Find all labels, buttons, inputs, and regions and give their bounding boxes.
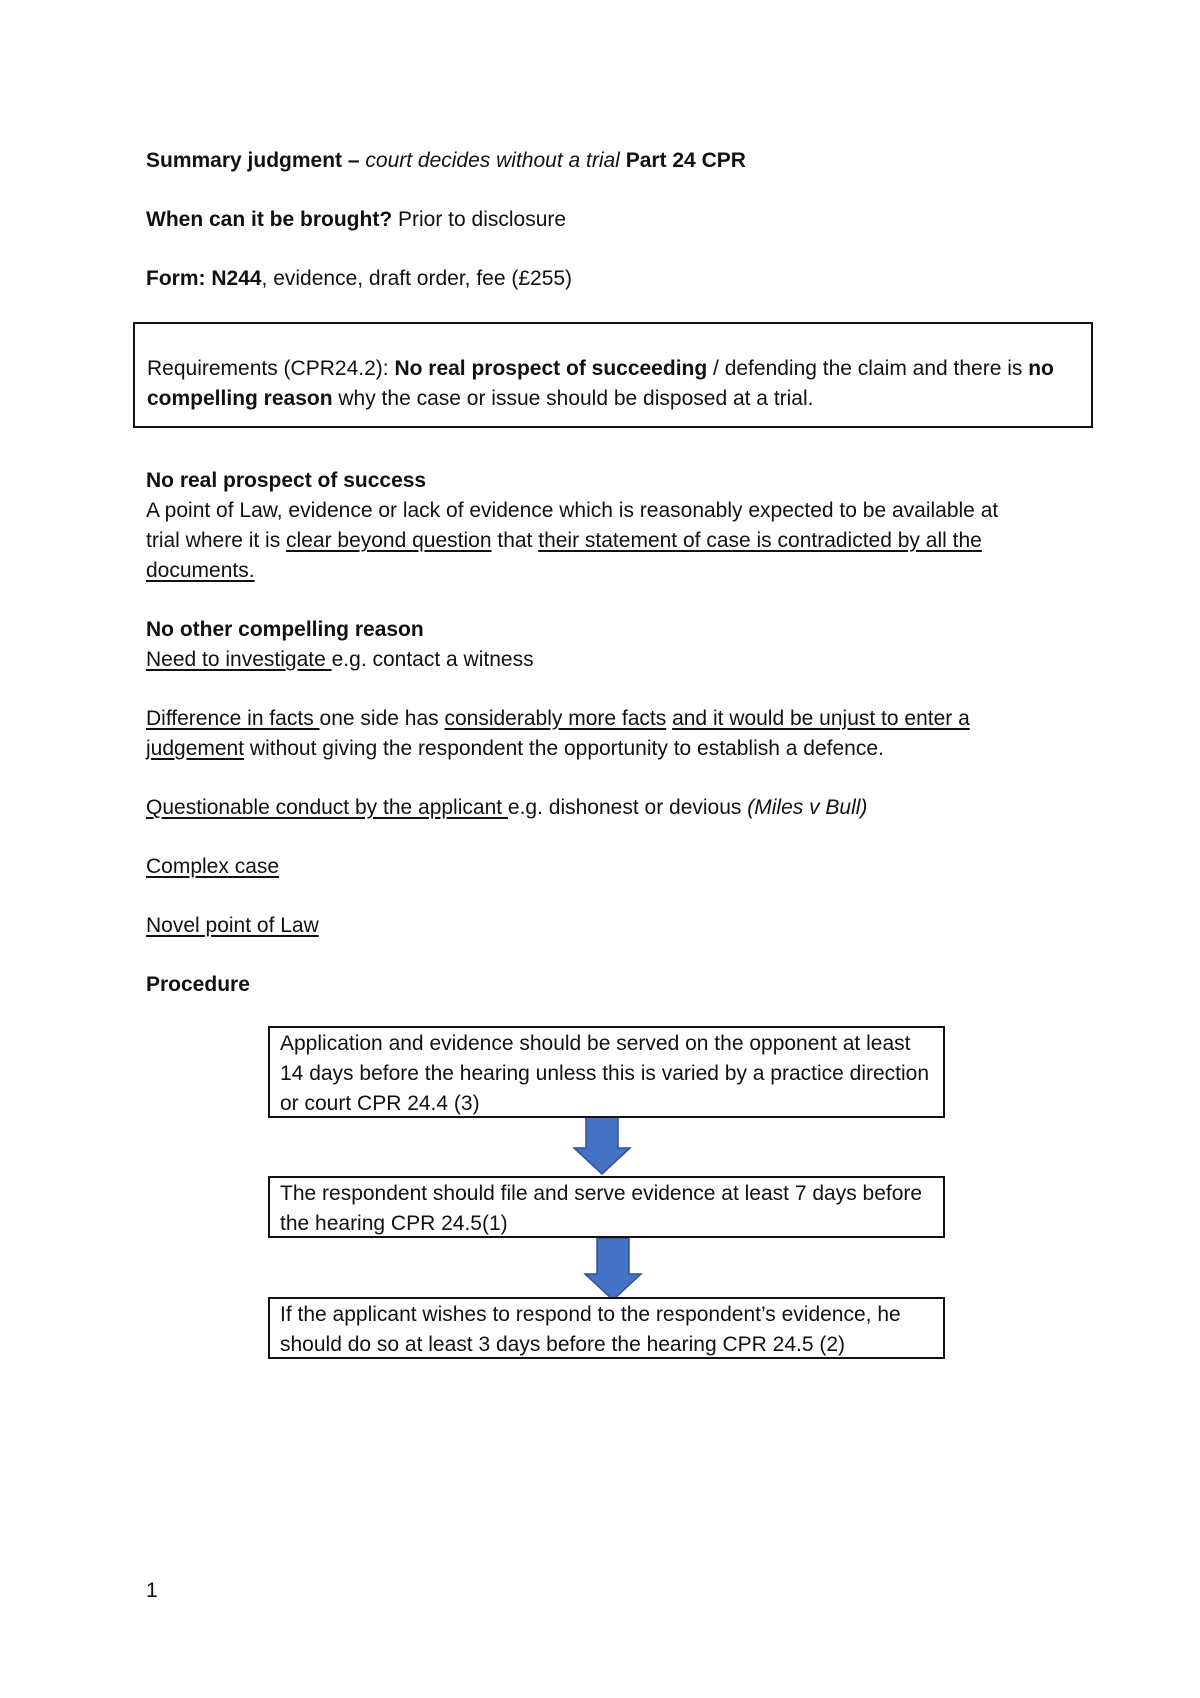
difference-line-1: Difference in facts one side has considerably more facts and it would be unjust to enter a xyxy=(146,707,970,730)
procedure-step-1: Application and evidence should be served on the opponent at least 14 days before the hearing unless this is varied by a practice direction or court CPR 24.4 (3) xyxy=(268,1026,945,1118)
requirements-text: Requirements (CPR24.2): No real prospect of succeeding / defending the claim and there is no compelling reason why the case or issue should be disposed at a trial. xyxy=(147,357,1054,410)
procedure-step-3: If the applicant wishes to respond to the respondent’s evidence, he should do so at least 3 days before the hearing CPR 24.5 (2) xyxy=(268,1297,945,1359)
down-arrow-icon xyxy=(572,1112,632,1176)
prospect-line-3: documents. xyxy=(146,559,255,582)
form-line: Form: N244, evidence, draft order, fee (£255) xyxy=(146,267,573,290)
prospect-heading: No real prospect of success xyxy=(146,469,427,492)
prospect-line-1: A point of Law, evidence or lack of evidence which is reasonably expected to be available at xyxy=(146,499,999,522)
down-arrow-icon xyxy=(583,1238,643,1302)
investigate-line: Need to investigate e.g. contact a witness xyxy=(146,648,534,671)
difference-line-2: judgement without giving the respondent the opportunity to establish a defence. xyxy=(146,737,884,760)
novel-point-line: Novel point of Law xyxy=(146,914,319,937)
document-title: Summary judgment – court decides without a trial Part 24 CPR xyxy=(146,149,746,172)
page-number: 1 xyxy=(146,1579,158,1602)
procedure-heading: Procedure xyxy=(146,973,250,996)
conduct-line: Questionable conduct by the applicant e.g. dishonest or devious (Miles v Bull) xyxy=(146,796,868,819)
prospect-line-2: trial where it is clear beyond question that their statement of case is contradicted by all the xyxy=(146,529,982,552)
when-line: When can it be brought? Prior to disclosure xyxy=(146,208,567,231)
compelling-heading: No other compelling reason xyxy=(146,618,424,641)
procedure-step-2: The respondent should file and serve evidence at least 7 days before the hearing CPR 24.5(1) xyxy=(268,1176,945,1238)
complex-case-line: Complex case xyxy=(146,855,280,878)
requirements-box xyxy=(133,322,1093,428)
